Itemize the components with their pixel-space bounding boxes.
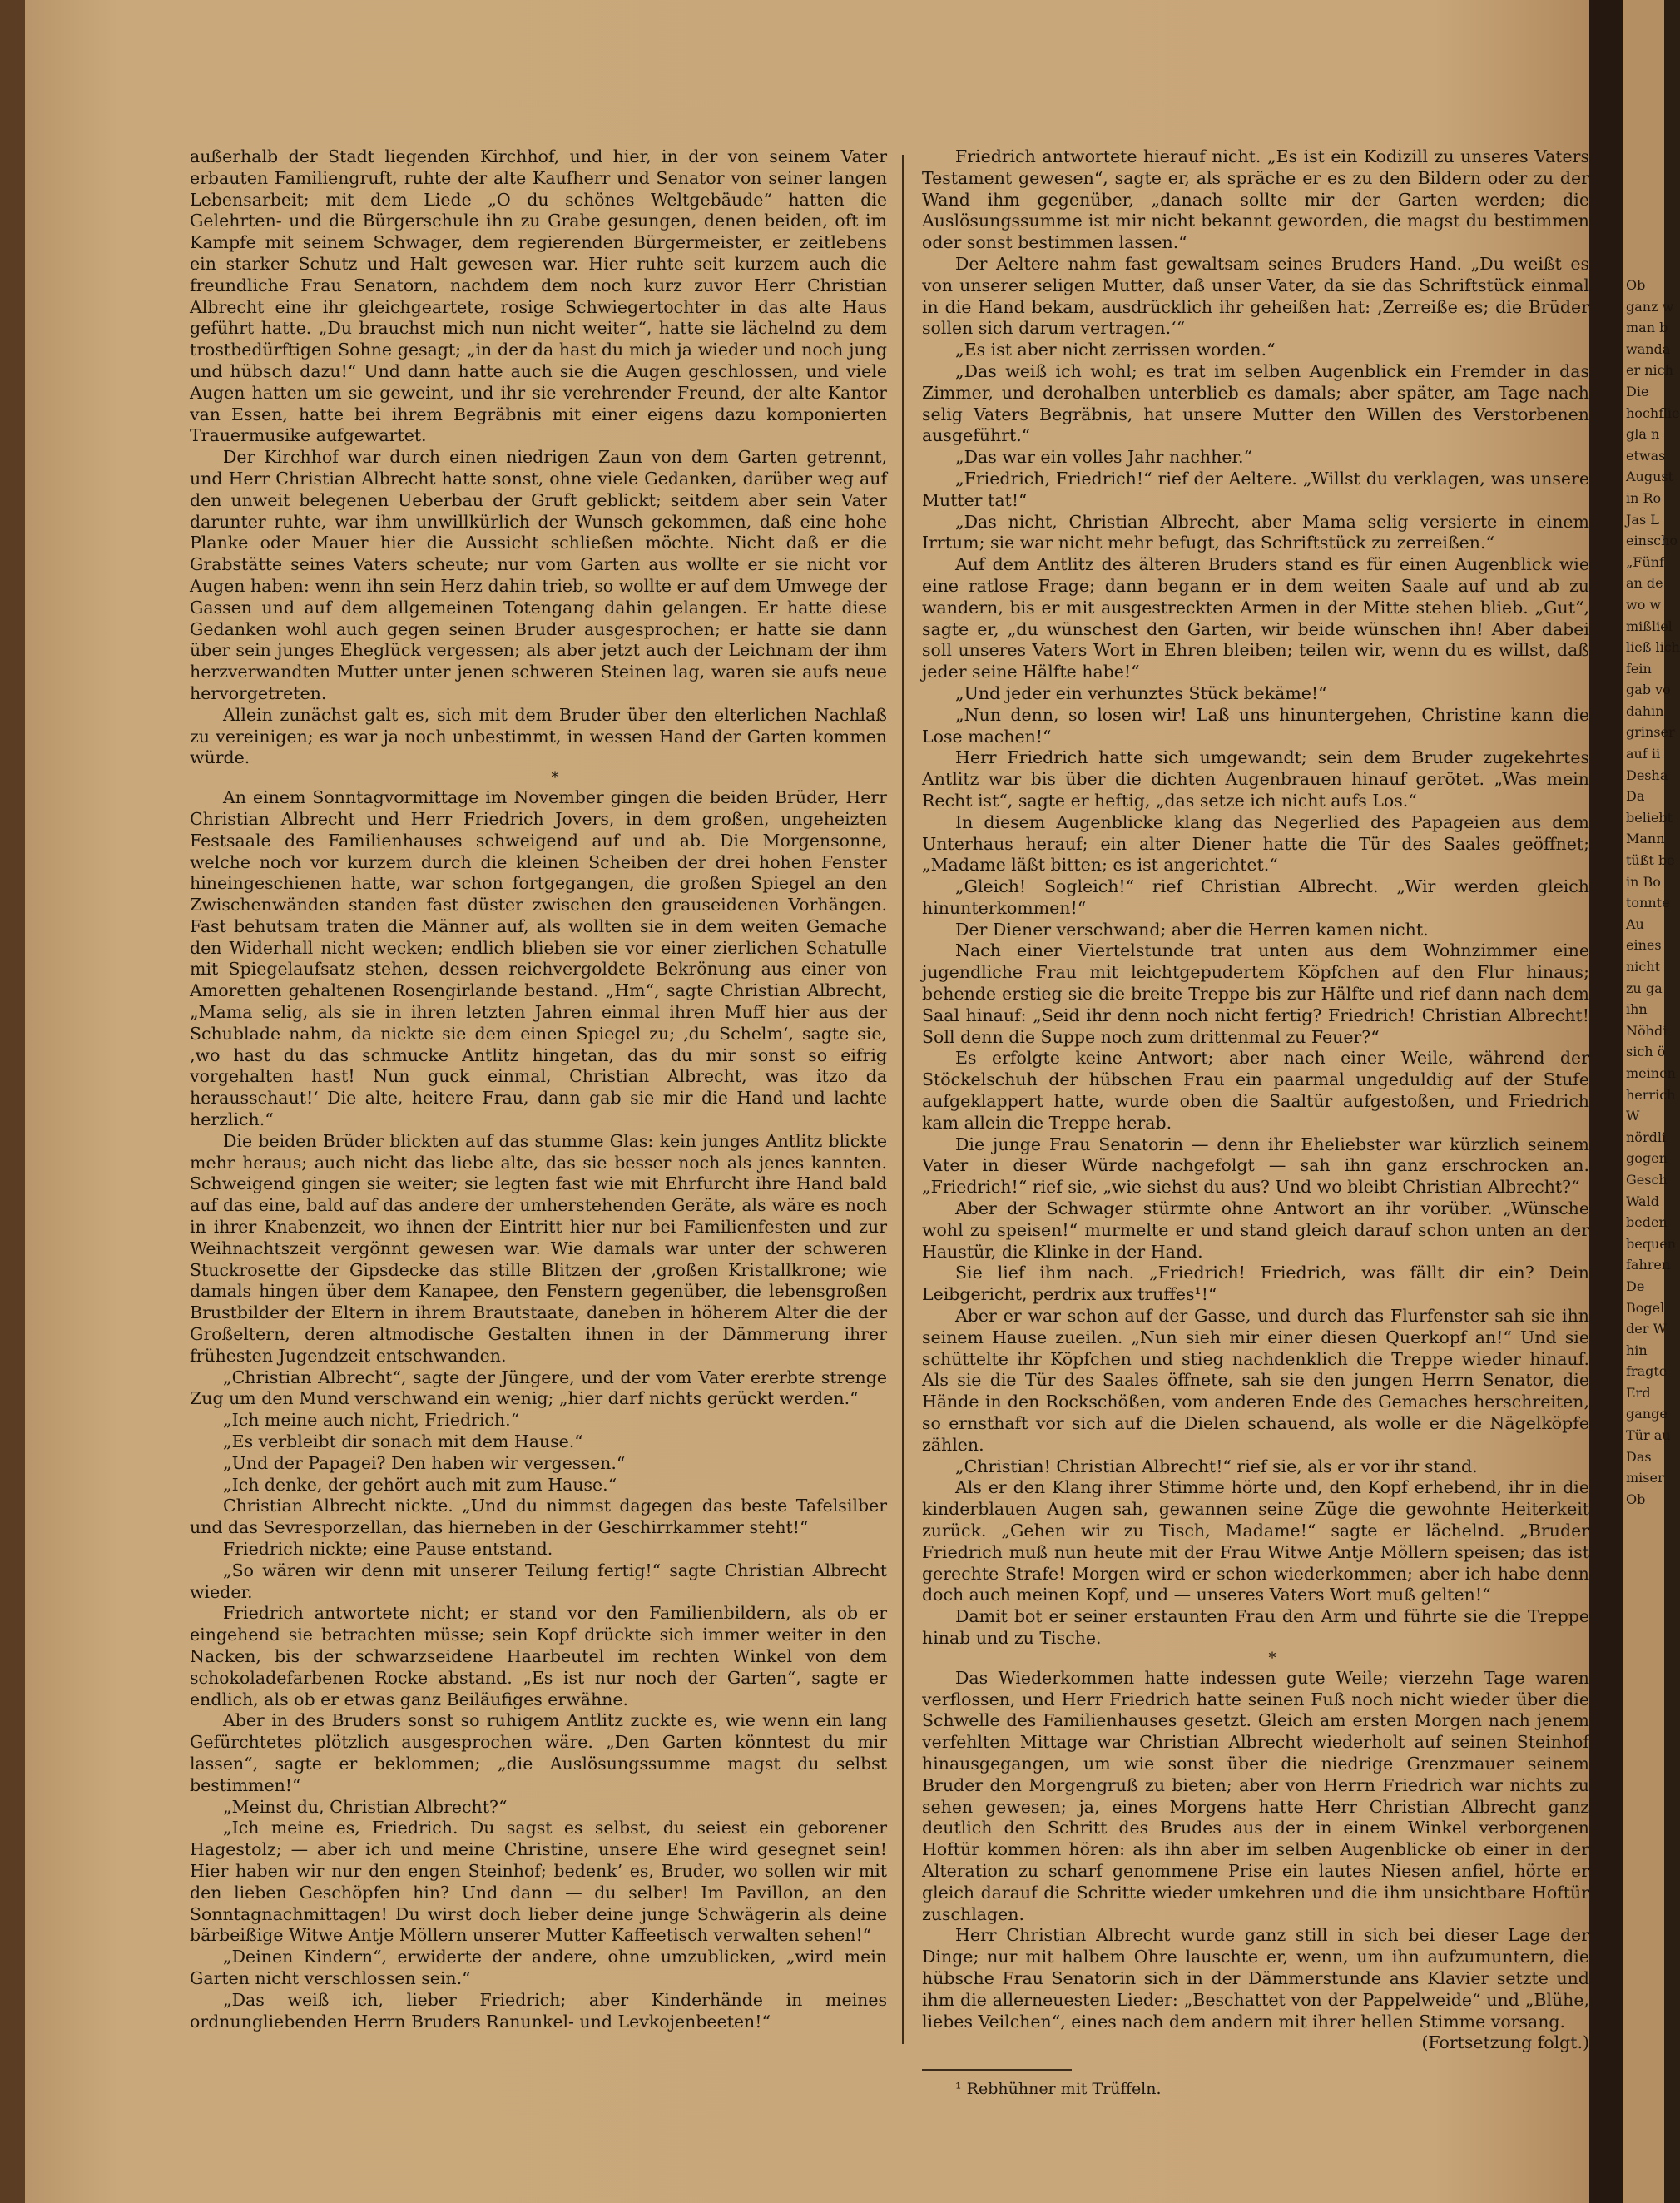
paragraph: Herr Friedrich hatte sich umgewandt; sein dem Bruder zugekehrtes Antlitz war bis über die dichten Augenbrauen hinauf gerötet. „Was mein Recht ist“, sagte er heftig, „das setze ich nicht aufs Los.“	[922, 747, 1589, 811]
adjacent-page-line: Bogel	[1626, 1299, 1665, 1316]
paragraph: „Ich meine es, Friedrich. Du sagst es selbst, du seiest ein geborener Hagestolz; — aber ich und meine Christine, unsere Ehe wird gesegnet sein! Hier haben wir nur den engen Steinhof; bedenk’ es, Bruder, wo sollen wir mit den lieben Geschöpfen hin? Und dann — du selber! Im Pavillon, an den Sonntagnachmittagen! Du wirst doch lieber deine junge Schwägerin als deine bärbeißige Witwe Antje Möllern unserer Mutter Kaffeetisch verwalten sehen!“	[190, 1818, 887, 1946]
paragraph: außerhalb der Stadt liegenden Kirchhof, und hier, in der von seinem Vater erbauten Familiengruft, ruhte der alte Kaufherr und Senator von seiner langen Lebensarbeit; mit dem Liede „O du schönes Weltgebäude“ hatten die Gelehrten- und die Bürgerschule ihn zu Grabe gesungen, denen beiden, oft im Kampfe mit seinem Schwager, dem regierenden Bürgermeister, er zeitlebens ein starker Schutz und Halt gewesen war. Hier ruhte seit kurzem auch die freundliche Frau Senatorn, nachdem dem noch kurz zuvor Herr Christian Albrecht eine ihr gleichgeartete, rosige Schwiegertochter in das alte Haus geführt hatte. „Du brauchst mich nun nicht weiter“, hatte sie lächelnd zu dem trostbedürftigen Sohne gesagt; „in der da hast du mich ja wieder und noch jung und hübsch dazu!“ Und dann hatte auch sie die Augen geschlossen, und viele Augen hatten um sie geweint, und ihr sie verehrender Freund, der alte Kantor van Essen, hatte bei ihrem Begräbnis mit einer eigens dazu komponierten Trauermusike aufgewartet.	[190, 146, 887, 446]
adjacent-page-line: Da	[1626, 788, 1645, 805]
page-gutter	[1589, 0, 1623, 2203]
adjacent-page-line: ihn	[1626, 1001, 1648, 1018]
adjacent-page-line: grinser	[1626, 724, 1675, 741]
paragraph: Das Wiederkommen hatte indessen gute Weile; vierzehn Tage waren verflossen, und Herr Friedrich hatte seinen Fuß noch nicht wieder über die Schwelle des Familienhauses gesetzt. Gleich am ersten Morgen nach jenem verfehlten Mittage war Christian Albrecht wiederholt auf seinen Steinhof hinausgegangen, um wie sonst über die niedrige Grenzmauer seinem Bruder den Morgengruß zu bieten; aber von Herrn Friedrich war nichts zu sehen gewesen; ja, eines Morgens hatte Herr Christian Albrecht ganz deutlich den Schritt des Brudes aus der in einem Winkel verborgenen Hoftür kommen hören: als ihn aber im selben Augenblicke ob einer in der Alteration zu scharf genommene Prise ein lautes Niesen anfiel, hörte er gleich darauf die Schritte wieder umkehren und die ihm unsichtbare Hoftür zuschlagen.	[922, 1667, 1589, 1924]
paragraph: „Das weiß ich, lieber Friedrich; aber Kinderhände in meines ordnungliebenden Herrn Bruders Ranunkel- und Levkojenbeeten!“	[190, 1989, 887, 2032]
paragraph: „Das war ein volles Jahr nachher.“	[955, 447, 1252, 468]
paragraph: „Christian Albrecht“, sagte der Jüngere, und der vom Vater ererbte strenge Zug um den Mund verschwand ein wenig; „hier darf nichts gerückt werden.“	[190, 1367, 887, 1409]
footnote-rule	[922, 2069, 1072, 2071]
adjacent-page-line: Au	[1626, 915, 1644, 932]
adjacent-page-line: einscho	[1626, 533, 1678, 549]
adjacent-page-line: nicht	[1626, 959, 1661, 975]
adjacent-page-line: gogen	[1626, 1150, 1668, 1167]
paragraph: „Ich denke, der gehört auch mit zum Hause.“	[223, 1474, 617, 1495]
paragraph: Der Diener verschwand; aber die Herren kamen nicht.	[955, 919, 1429, 940]
paragraph: „Das weiß ich wohl; es trat im selben Augenblick ein Fremder in das Zimmer, und derohalben unterblieb es damals; aber später, am Tage nach selig Vaters Begräbnis, hat unsere Mutter den Willen des Verstorbenen ausgeführt.“	[922, 360, 1589, 446]
paragraph: „Es ist aber nicht zerrissen worden.“	[955, 340, 1276, 360]
paragraph: „Es verbleibt dir sonach mit dem Hause.“	[223, 1431, 583, 1452]
adjacent-page-line: in Ro	[1626, 489, 1662, 506]
paragraph: „Und der Papagei? Den haben wir vergessen.“	[223, 1452, 626, 1473]
adjacent-page-line: Die	[1626, 383, 1649, 399]
paragraph: Aber er war schon auf der Gasse, und durch das Flurfenster sah sie ihn seinem Hause zueilen. „Nun sieh mir einer diesen Querkopf an!“ Und sie schüttelte ihr Köpfchen und stieg nachdenklich die Treppe wieder hinauf. Als sie die Tür des Saales öffnete, sah sie den jungen Herrn Senator, die Hände in den Rockschößen, vom anderen Ende des Gemaches herschreiten, so ernsthaft vor sich auf die Dielen schauend, als wolle er die Nägelköpfe zählen.	[922, 1306, 1589, 1455]
paragraph: „Ich meine auch nicht, Friedrich.“	[223, 1410, 520, 1431]
paragraph: Es erfolgte keine Antwort; aber nach einer Weile, während der Stöckelschuh der hübschen Frau ein paarmal ungeduldig auf der Stufe aufgeklappert hatte, wurde oben die Saaltür aufgestoßen, und Friedrich kam allein die Treppe herab.	[922, 1048, 1589, 1133]
footnote: ¹ Rebhühner mit Trüffeln.	[955, 2080, 1162, 2099]
adjacent-page-line: beliebt	[1626, 809, 1673, 826]
paragraph: Der Kirchhof war durch einen niedrigen Zaun von dem Garten getrennt, und Herr Christian Albrecht hatte sonst, ohne viele Gedanken, darüber weg auf den unweit belegenen Ueberbau der Gruft geblickt; seitdem aber sein Vater darunter ruhte, war ihm unwillkürlich der Wunsch gekommen, daß eine hohe Planke oder Mauer hier die Aussicht schließen möchte. Nicht daß er die Grabstätte seines Vaters scheute; nur vom Garten aus wollte er sie nicht vor Augen haben: wenn ihn sein Herz dahin trieb, so wollte er auf dem Umwege der Gassen und auf dem allgemeinen Totengang dahin gelangen. Er hatte diese Gedanken wohl auch gegen seinen Bruder ausgesprochen; er hatte sie dann über sein junges Eheglück vergessen; als aber jetzt auch der Leichnam der ihm herzverwandten Mutter unter jenen schweren Steinen lag, waren sie aufs neue hervorgetreten.	[190, 447, 887, 703]
adjacent-page-line: ganz w	[1626, 298, 1674, 315]
adjacent-page-line: tüßt be	[1626, 852, 1675, 869]
adjacent-page-line: wanda	[1626, 340, 1671, 357]
adjacent-page-line: „Fünf	[1626, 553, 1664, 570]
adjacent-page-line: miser	[1626, 1470, 1664, 1486]
adjacent-page-line: dahin	[1626, 702, 1664, 719]
paragraph: „Und jeder ein verhunztes Stück bekäme!“	[955, 682, 1327, 703]
adjacent-page-line: zu ga	[1626, 980, 1663, 996]
adjacent-page-line: bequen	[1626, 1235, 1677, 1252]
adjacent-page-line: W	[1626, 1108, 1640, 1124]
adjacent-page-line: Wald	[1626, 1193, 1659, 1209]
adjacent-page-line: mißliel	[1626, 618, 1673, 634]
paragraph: An einem Sonntagvormittage im November gingen die beiden Brüder, Herr Christian Albrecht und Herr Friedrich Jovers, in dem großen, ungeheizten Festsaale des Familienhauses schweigend auf und ab. Die Morgensonne, welche noch vor kurzem durch die kleinen Scheiben der drei hohen Fenster hineingeschienen hatte, war schon fortgegangen, die großen Spiegel an den Zwischenwänden standen fast düster zwischen den grauseidenen Vorhängen. Fast behutsam traten die Männer auf, als wollten sie in dem weiten Gemache den Widerhall nicht wecken; endlich blieben sie vor einer zierlichen Schatulle mit Spiegelaufsatz stehen, dessen reichvergoldete Bekrönung aus einer von Amoretten gehaltenen Rosengirlande bestand. „Hm“, sagte Christian Albrecht, „Mama selig, als sie in ihren letzten Jahren einmal ihren Muff hier aus der Schublade nahm, da nickte sie dem einen Spiegel zu; ‚du Schelm‘, sagte sie, ‚wo hast du das schmucke Antlitz hingetan, das du mir sonst so eifrig vorgehalten hast! Nun guck einmal, Christian Albrecht, was itzo da herausschaut!‘ Die alte, heitere Frau, dann gab sie mir die Hand und lachte herzlich.“	[190, 787, 887, 1130]
paragraph: Herr Christian Albrecht wurde ganz still in sich bei dieser Lage der Dinge; nur mit halbem Ohre lauschte er, wenn, um ihn aufzumuntern, die hübsche Frau Senatorin sich in der Dämmerstunde ans Klavier setzte und ihm die allerneuesten Lieder: „Beschattet von der Pappelweide“ und „Blühe, liebes Veilchen“, eines nach dem andern mit ihrer hellen Stimme vorsang.	[922, 1925, 1589, 2032]
adjacent-page-line: Desha	[1626, 767, 1668, 783]
adjacent-page-line: gla n	[1626, 426, 1660, 443]
section-separator: *	[1268, 1649, 1276, 1667]
adjacent-page-line: Mann	[1626, 831, 1665, 847]
paragraph: „Das nicht, Christian Albrecht, aber Mama selig versierte in einem Irrtum; sie war nicht mehr befugt, das Schriftstück zu zerreißen.“	[922, 511, 1589, 553]
adjacent-page-line: Nöhdi	[1626, 1022, 1668, 1039]
adjacent-page-line: sich ö	[1626, 1044, 1666, 1060]
adjacent-page-line: August	[1626, 469, 1674, 485]
adjacent-page-line: wo w	[1626, 596, 1662, 613]
paragraph: Friedrich antwortete hierauf nicht. „Es ist ein Kodizill zu unseres Vaters Testament gewesen“, sagte er, als spräche er es zu den Bildern oder zu der Wand ihm gegenüber, „danach sollte mir der Garten werden; die Auslösungssumme ist mir nicht bekannt geworden, die magst du bestimmen oder sonst bestimmen lassen.“	[922, 146, 1589, 253]
adjacent-page-line: in Bo	[1626, 873, 1661, 890]
paragraph: Auf dem Antlitz des älteren Bruders stand es für einen Augenblick wie eine ratlose Frage; dann begann er in dem weiten Saale auf und ab zu wandern, bis er mit ausgestreckten Armen in der Mitte stehen blieb. „Gut“, sagte er, „du wünschest den Garten, wir beide wünschen ihn! Aber dabei soll unseres Vaters Wort in Ehren bleiben; teilen wir, wenn du es willst, daß jeder seine Hälfte habe!“	[922, 554, 1589, 682]
adjacent-page-line: Ob	[1626, 277, 1646, 293]
text-column-right	[922, 146, 1589, 2101]
adjacent-page-line: Tür au	[1626, 1427, 1671, 1444]
paragraph: „Friedrich, Friedrich!“ rief der Aeltere. „Willst du verklagen, was unsere Mutter tat!“	[922, 468, 1589, 510]
adjacent-page-line: auf ii	[1626, 746, 1661, 762]
paragraph: Sie lief ihm nach. „Friedrich! Friedrich, was fällt dir ein? Dein Leibgericht, perdrix aux truffes¹!“	[922, 1263, 1589, 1305]
adjacent-page-line: eines	[1626, 937, 1662, 954]
paragraph: Christian Albrecht nickte. „Und du nimmst dagegen das beste Tafelsilber und das Sevresporzellan, das hierneben in der Geschirrkammer steht!“	[190, 1496, 887, 1538]
adjacent-page-line: Erd	[1626, 1384, 1651, 1401]
adjacent-page-line: gab vo	[1626, 682, 1671, 698]
adjacent-page-line: beden	[1626, 1214, 1668, 1231]
book-binding	[0, 0, 25, 2203]
adjacent-page-line: an de	[1626, 575, 1663, 592]
paragraph: „Nun denn, so losen wir! Laß uns hinuntergehen, Christine kann die Lose machen!“	[922, 704, 1589, 747]
adjacent-page-edge	[1623, 0, 1680, 2203]
paragraph: „Meinst du, Christian Albrecht?“	[223, 1796, 508, 1817]
paragraph: Der Aeltere nahm fast gewaltsam seines Bruders Hand. „Du weißt es von unserer seligen Mutter, daß unser Vater, da sie das Schriftstück einmal in die Hand bekam, ausdrücklich ihr geheißen hat: ‚Zerreiße es; die Brüder sollen sich darum vertragen.‘“	[922, 253, 1589, 339]
adjacent-page-line: fragte	[1626, 1363, 1668, 1380]
adjacent-page-line: fein	[1626, 660, 1652, 677]
paragraph: Aber der Schwager stürmte ohne Antwort an ihr vorüber. „Wünsche wohl zu speisen!“ murmelte er und stand gleich darauf schon unten an der Haustür, die Klinke in der Hand.	[922, 1198, 1589, 1262]
paragraph: Die beiden Brüder blickten auf das stumme Glas: kein junges Antlitz blickte mehr heraus; auch nicht das liebe alte, das sie besser noch als jenes kannten. Schweigend gingen sie weiter; sie legten fast wie mit Ehrfurcht ihre Hand bald auf das eine, bald auf das andere der umherstehenden Geräte, als wäre es noch in ihrer Knabenzeit, wo ihnen der Eintritt hier nur bei Familienfesten und zur Weihnachtszeit vergönnt gewesen war. Wie damals war unter der schweren Stuckrosette der Gipsdecke das stille Blitzen der ‚großen Kristallkrone; wie damals hingen über dem Kanapee, den Fenstern gegenüber, die lebensgroßen Brustbilder der Eltern in ihrem Brautstaate, daneben in höherem Alter die der Großeltern, deren altmodische Gestalten ihnen in der Dämmerung ihrer frühesten Jugendzeit entschwanden.	[190, 1130, 887, 1366]
paragraph: In diesem Augenblicke klang das Negerlied des Papageien aus dem Unterhaus herauf; ein alter Diener hatte die Tür des Saales geöffnet; „Madame läßt bitten; es ist angerichtet.“	[922, 811, 1589, 876]
adjacent-page-line: Ob	[1626, 1491, 1646, 1507]
adjacent-page-line: er nich	[1626, 362, 1673, 379]
adjacent-page-line: Das	[1626, 1448, 1652, 1465]
paragraph: „Christian! Christian Albrecht!“ rief sie, als er vor ihr stand.	[955, 1456, 1478, 1476]
adjacent-page-line: nördli	[1626, 1129, 1667, 1145]
adjacent-page-line: Jas L	[1626, 511, 1659, 528]
paragraph: Als er den Klang ihrer Stimme hörte und, den Kopf erhebend, ihr in die kinderblauen Augen sah, gewannen seine Züge die gewohnte Heiterkeit zurück. „Gehen wir zu Tisch, Madame!“ sagte er lächelnd. „Bruder Friedrich muß nun heute mit der Frau Witwe Antje Möllern speisen; das ist gerechte Strafe! Morgen wird er schon wiederkommen; aber ich habe denn doch auch meinen Kopf, und — unseres Vaters Wort muß gelten!“	[922, 1477, 1589, 1605]
paragraph: Aber in des Bruders sonst so ruhigem Antlitz zuckte es, wie wenn ein lang Gefürchtetes plötzlich ausgesprochen wäre. „Den Garten könntest du mir lassen“, sagte er beklommen; „die Auslösungssumme magst du selbst bestimmen!“	[190, 1710, 887, 1795]
adjacent-page-line: herrich	[1626, 1086, 1676, 1103]
paragraph: Allein zunächst galt es, sich mit dem Bruder über den elterlichen Nachlaß zu vereinigen; es war ja noch unbestimmt, in wessen Hand der Garten kommen würde.	[190, 704, 887, 768]
adjacent-page-line: meinen	[1626, 1064, 1676, 1081]
paragraph: Friedrich nickte; eine Pause entstand.	[223, 1539, 553, 1559]
adjacent-page-line: etwas	[1626, 447, 1666, 464]
paragraph: Die junge Frau Senatorin — denn ihr Eheliebster war kürzlich seinem Vater in dieser Würde nachgefolgt — sah ihn ganz erschrocken an. „Friedrich!“ rief sie, „wie siehst du aus? Und wo bleibt Christian Albrecht?“	[922, 1134, 1589, 1198]
section-separator: *	[551, 769, 559, 787]
adjacent-page-line: gange	[1626, 1406, 1668, 1422]
adjacent-page-line: Gesch	[1626, 1171, 1668, 1188]
adjacent-page-line: man b	[1626, 320, 1668, 336]
paragraph: Friedrich antwortete nicht; er stand vor den Familienbildern, als ob er eingehend sie betrachten müsse; sein Kopf drückte sich immer weiter in den Nacken, bis der schwarzseidene Haarbeutel im rechten Winkel von dem schokoladefarbenen Rocke abstand. „Es ist nur noch der Garten“, sagte er endlich, als ob er etwas ganz Beiläufiges erwähne.	[190, 1603, 887, 1709]
adjacent-page-line: hin	[1626, 1342, 1648, 1358]
adjacent-page-line: hochflie	[1626, 404, 1680, 421]
paragraph: Nach einer Viertelstunde trat unten aus dem Wohnzimmer eine jugendliche Frau mit leichtgepudertem Köpfchen auf den Flur hinaus; behende erstieg sie die breite Treppe bis zur Hälfte und rief dann nach dem Saal hinauf: „Seid ihr denn noch nicht fertig? Friedrich! Christian Albrecht! Soll denn die Suppe noch zum drittenmal zu Feuer?“	[922, 940, 1589, 1047]
adjacent-page-line: fahren	[1626, 1257, 1671, 1273]
paragraph: „Deinen Kindern“, erwiderte der andere, ohne umzublicken, „wird mein Garten nicht verschlossen sein.“	[190, 1947, 887, 1988]
adjacent-page-line: ließ lich	[1626, 639, 1680, 656]
paragraph: Damit bot er seiner erstaunten Frau den Arm und führte sie die Treppe hinab und zu Tische.	[922, 1606, 1589, 1648]
adjacent-page-line: De	[1626, 1278, 1645, 1294]
continuation-note: (Fortsetzung folgt.)	[1421, 2032, 1589, 2053]
column-divider	[902, 155, 904, 2044]
adjacent-page-line: tonnte	[1626, 895, 1670, 911]
adjacent-page-text	[1626, 275, 1680, 1510]
paragraph: „So wären wir denn mit unserer Teilung fertig!“ sagte Christian Albrecht wieder.	[190, 1560, 887, 1602]
text-column-left	[190, 146, 887, 2032]
paragraph: „Gleich! Sogleich!“ rief Christian Albrecht. „Wir werden gleich hinunterkommen!“	[922, 876, 1589, 918]
adjacent-page-line: der W	[1626, 1321, 1667, 1337]
